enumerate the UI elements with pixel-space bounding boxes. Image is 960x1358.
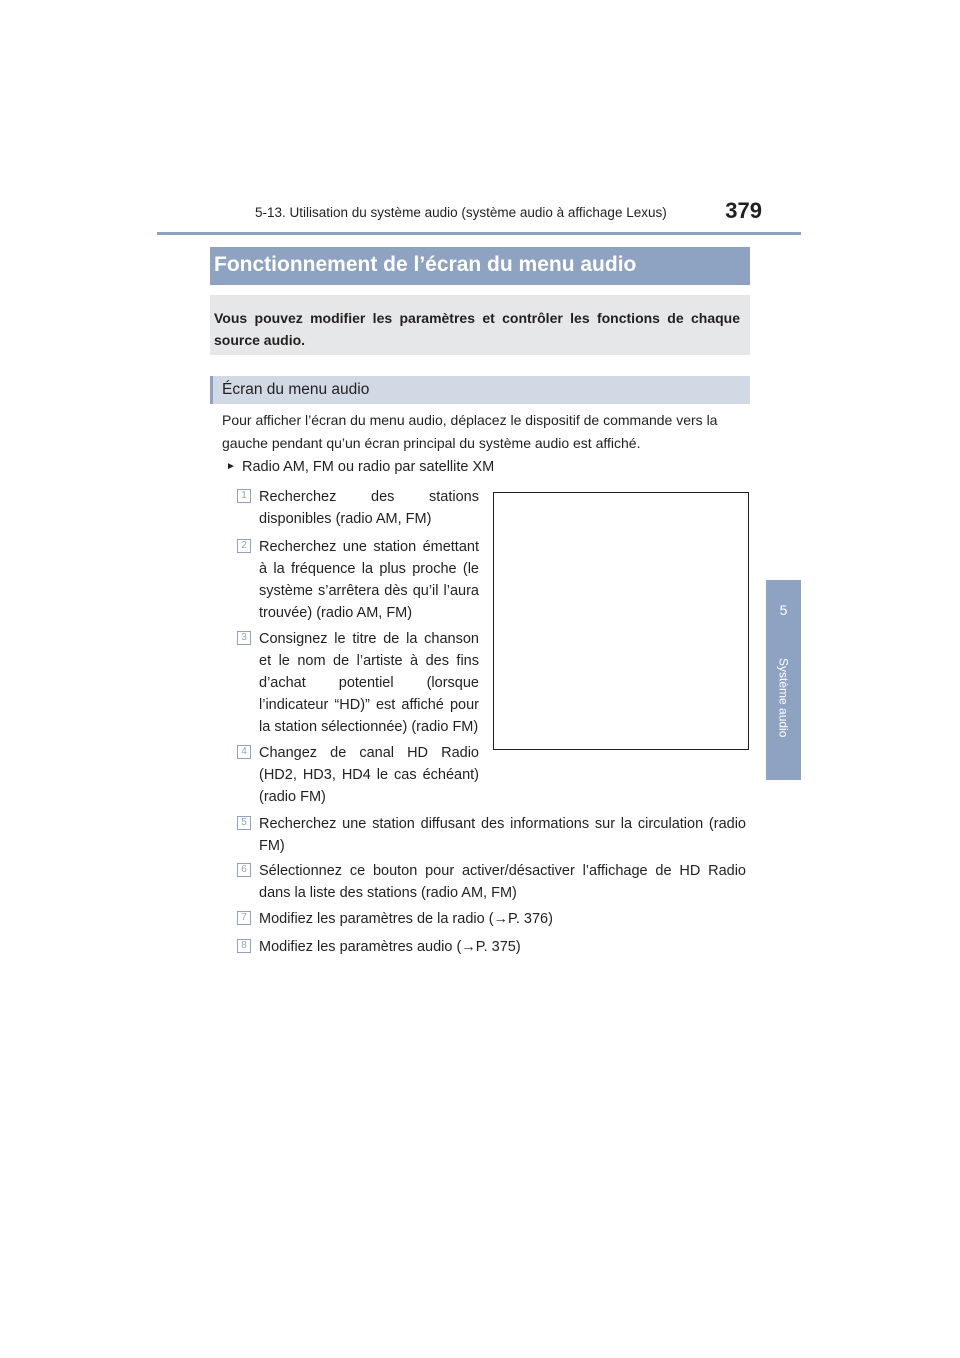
subsection-banner	[210, 376, 750, 404]
callout-number-badge: 2	[237, 539, 251, 553]
callout-number-badge: 8	[237, 939, 251, 953]
bullet-item	[226, 459, 494, 475]
callout-text: Recherchez une station diffusant des informations sur la circulation (radio FM)	[259, 816, 746, 854]
side-tab-number: 5	[779, 602, 788, 618]
triangle-bullet-icon: ►	[226, 461, 236, 472]
side-tab-label: Système audio	[776, 658, 791, 738]
callout-number-badge: 7	[237, 911, 251, 925]
callout-text: Changez de canal HD Radio (HD2, HD3, HD4 le cas échéant) (radio FM)	[259, 745, 479, 805]
chapter-side-tab	[766, 580, 801, 780]
callout-text: Recherchez une station émettant à la fréquence la plus proche (le système s’arrêtera dès qu’il l’aura trouvée) (radio AM, FM)	[259, 539, 479, 621]
callout-number-badge: 6	[237, 863, 251, 877]
header-divider	[157, 232, 801, 235]
callout-number-badge: 3	[237, 631, 251, 645]
callout-text: Sélectionnez ce bouton pour activer/désactiver l’affichage de HD Radio dans la liste des stations (radio AM, FM)	[259, 863, 746, 901]
body-paragraph: Pour afficher l’écran du menu audio, déplacez le dispositif de commande vers la gauche pendant qu’un écran principal du système audio est affiché.	[222, 412, 718, 451]
intro-text: Vous pouvez modifier les paramètres et contrôler les fonctions de chaque source audio.	[214, 310, 740, 348]
callout-text: Modifiez les paramètres audio (→P. 375)	[259, 939, 521, 955]
section-banner	[210, 247, 750, 285]
subsection-accent-bar	[210, 376, 213, 404]
callout-text: Consignez le titre de la chanson et le nom de l’artiste à des fins d’achat potentiel (lorsque l’indicateur “HD)” est affiché pour la station sélectionnée) (radio FM)	[259, 631, 479, 735]
callout-number-badge: 4	[237, 745, 251, 759]
section-title: Fonctionnement de l’écran du menu audio	[214, 253, 637, 276]
audio-menu-screen-illustration	[493, 492, 749, 750]
callout-number-badge: 5	[237, 816, 251, 830]
bullet-text: Radio AM, FM ou radio par satellite XM	[242, 459, 495, 475]
subsection-title: Écran du menu audio	[222, 381, 370, 398]
callout-text: Modifiez les paramètres de la radio (→P. 376)	[259, 911, 553, 927]
chapter-title: 5-13. Utilisation du système audio (système audio à affichage Lexus)	[255, 205, 667, 220]
callout-number-badge: 1	[237, 489, 251, 503]
page-number: 379	[725, 198, 762, 223]
intro-box	[210, 295, 750, 355]
callout-text: Recherchez des stations disponibles (radio AM, FM)	[259, 489, 479, 527]
